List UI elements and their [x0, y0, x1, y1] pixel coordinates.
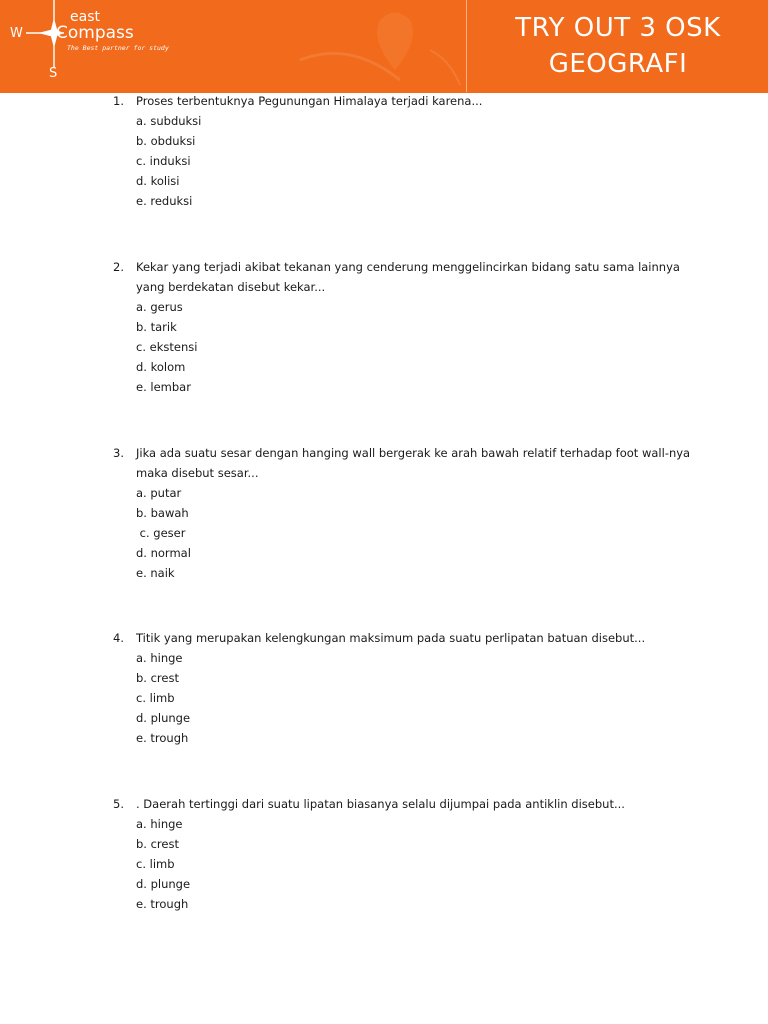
- question-number: 3.: [113, 446, 124, 460]
- answer-option: b. crest: [136, 837, 179, 851]
- answer-option: e. reduksi: [136, 194, 193, 208]
- answer-option: d. normal: [136, 546, 191, 560]
- answer-option: a. hinge: [136, 817, 183, 831]
- answer-option: a. hinge: [136, 651, 183, 665]
- logo-west-letter: W: [10, 26, 23, 41]
- answer-option: b. obduksi: [136, 134, 196, 148]
- logo-tagline: The Best partner for study: [67, 44, 169, 52]
- title-line-2: GEOGRAFI: [548, 49, 688, 79]
- answer-option: a. gerus: [136, 300, 183, 314]
- answer-option: d. plunge: [136, 877, 191, 891]
- question-text: Kekar yang terjadi akibat tekanan yang cenderung menggelincirkan bidang satu sama lainnya: [136, 260, 680, 274]
- answer-option: e. lembar: [136, 380, 191, 394]
- logo-east-word: east: [70, 9, 100, 25]
- title-line-1: TRY OUT 3 OSK: [515, 13, 721, 43]
- question-number: 4.: [113, 631, 124, 645]
- answer-option: b. crest: [136, 671, 179, 685]
- answer-option: a. putar: [136, 486, 182, 500]
- logo-brand-name: Compass: [56, 23, 134, 43]
- answer-option: c. geser: [136, 526, 186, 540]
- answer-option: b. tarik: [136, 320, 177, 334]
- question-text: Proses terbentuknya Pegunungan Himalaya terjadi karena...: [136, 94, 483, 108]
- answer-option: c. induksi: [136, 154, 191, 168]
- question-text: Titik yang merupakan kelengkungan maksimum pada suatu perlipatan batuan disebut...: [136, 631, 646, 645]
- question-text: yang berdekatan disebut kekar...: [136, 280, 326, 294]
- answer-option: e. trough: [136, 897, 189, 911]
- answer-option: c. limb: [136, 691, 175, 705]
- answer-option: b. bawah: [136, 506, 189, 520]
- answer-option: c. limb: [136, 857, 175, 871]
- answer-option: e. naik: [136, 566, 175, 580]
- question-number: 5.: [113, 797, 124, 811]
- answer-option: d. plunge: [136, 711, 191, 725]
- question-text: . Daerah tertinggi dari suatu lipatan biasanya selalu dijumpai pada antiklin disebut...: [136, 797, 625, 811]
- question-number: 1.: [113, 94, 124, 108]
- question-number: 2.: [113, 260, 124, 274]
- logo-south-letter: S: [49, 66, 58, 81]
- answer-option: d. kolom: [136, 360, 186, 374]
- answer-option: e. trough: [136, 731, 189, 745]
- question-text: Jika ada suatu sesar dengan hanging wall bergerak ke arah bawah relatif terhadap foot wall-nya: [136, 446, 691, 460]
- answer-option: c. ekstensi: [136, 340, 198, 354]
- answer-option: d. kolisi: [136, 174, 180, 188]
- answer-option: a. subduksi: [136, 114, 202, 128]
- question-text: maka disebut sesar...: [136, 466, 259, 480]
